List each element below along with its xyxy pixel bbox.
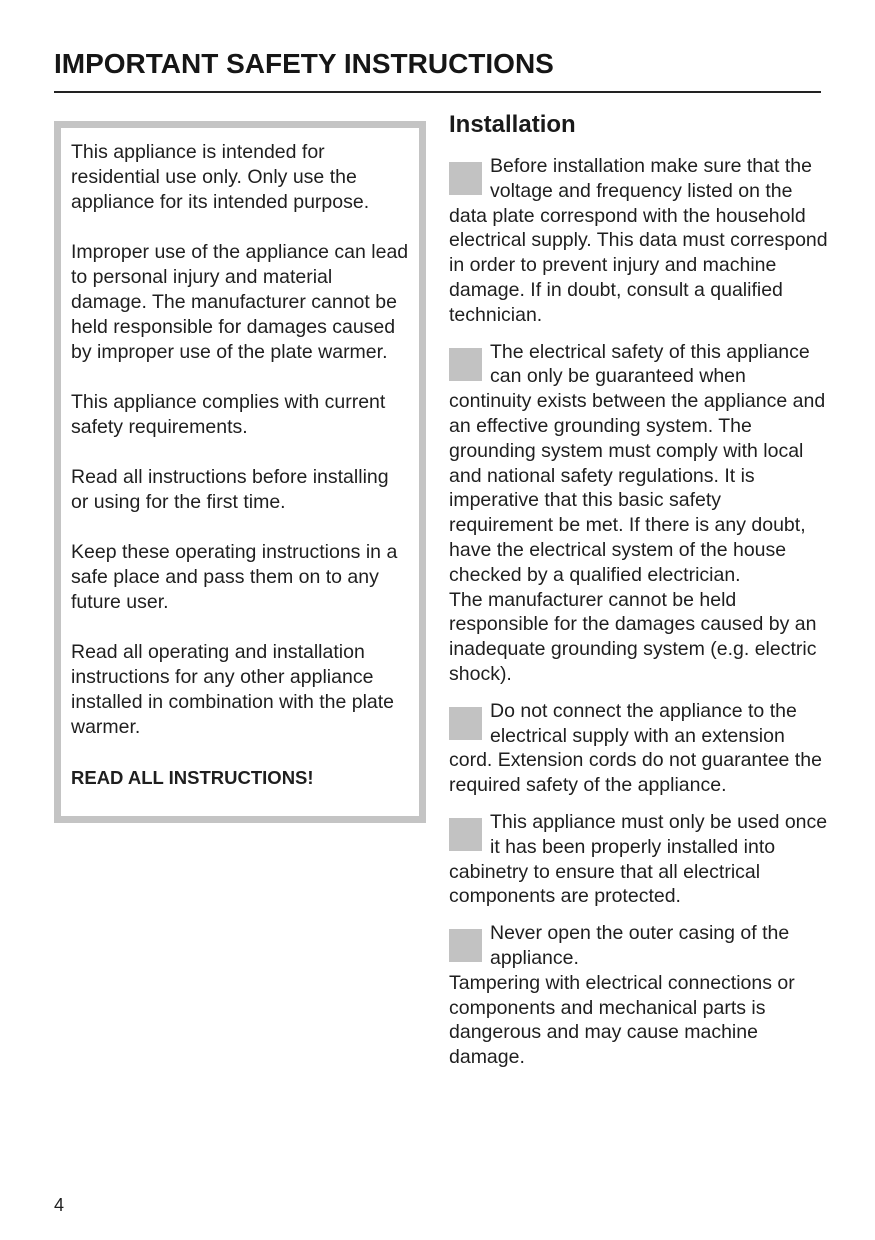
warning-item-extension-cord (449, 699, 829, 798)
warning-square-icon (449, 348, 482, 381)
warning-item-outer-casing (449, 921, 829, 1070)
warning-extra-text: Tampering with electrical connections or components and mechanical parts is dangerous and may cause machine damage. (449, 971, 795, 1069)
safety-notice-box (54, 121, 426, 823)
warning-text: Before installation make sure that the voltage and frequency listed on the data plate correspond with the household electrical supply. This data must correspond in order to prevent injury and machine damage. If in doubt, consult a qualified technician. (449, 155, 828, 326)
warning-square-icon (449, 929, 482, 962)
warning-text: This appliance must only be used once it has been properly installed into cabinetry to ensure that all electrical components are protected. (449, 810, 828, 908)
installation-section (449, 108, 829, 1082)
warning-square-icon (449, 162, 482, 195)
notice-paragraph: Keep these operating instructions in a safe place and pass them on to any future user. (71, 541, 398, 613)
notice-paragraph: This appliance is intended for residential use only. Only use the appliance for its intended purpose. (71, 141, 370, 213)
page-title: IMPORTANT SAFETY INSTRUCTIONS (54, 48, 554, 79)
warning-item-voltage (449, 154, 829, 328)
notice-paragraph: This appliance complies with current safety requirements. (71, 391, 386, 438)
notice-paragraph: Read all instructions before installing or using for the first time. (71, 466, 389, 513)
warning-square-icon (449, 818, 482, 851)
warning-item-cabinetry (449, 810, 829, 909)
read-all-instructions-notice: READ ALL INSTRUCTIONS! (71, 767, 314, 788)
warning-text: The electrical safety of this appliance can only be guaranteed when continuity exists between the appliance and an effective grounding system. The grounding system must comply with local and national safety regulations. It is imperative that this basic safety requirement be met. If there is any doubt, have the electrical system of the house checked by a qualified electrician. (449, 340, 826, 586)
page-number: 4 (54, 1195, 65, 1215)
notice-paragraph: Read all operating and installation instructions for any other appliance installed in combination with the plate warmer. (71, 641, 395, 738)
warning-extra-text: The manufacturer cannot be held responsible for the damages caused by an inadequate grounding system (e.g. electric shock). (449, 588, 817, 685)
section-heading-installation: Installation (449, 111, 576, 138)
warning-square-icon (449, 707, 482, 740)
warning-item-grounding (449, 340, 829, 687)
notice-paragraph: Improper use of the appliance can lead to personal injury and material damage. The manufacturer cannot be held responsible for damages caused by improper use of the plate warmer. (71, 241, 409, 363)
warning-text: Do not connect the appliance to the electrical supply with an extension cord. Extension cords do not guarantee the required safety of the appliance. (449, 699, 822, 797)
warning-text: Never open the outer casing of the appliance. (490, 922, 790, 969)
title-divider (54, 91, 821, 93)
